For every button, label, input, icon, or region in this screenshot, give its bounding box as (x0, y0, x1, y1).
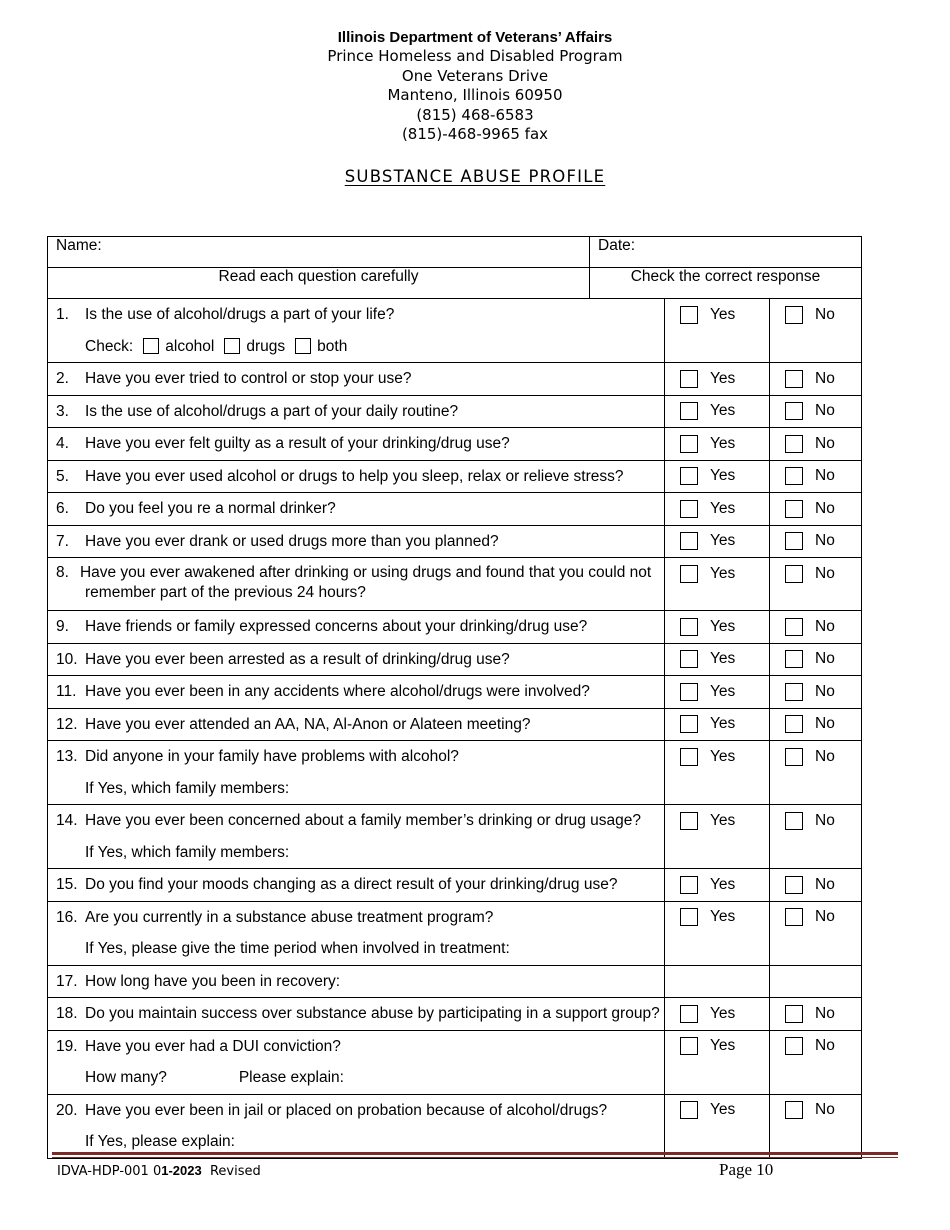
question-text: How long have you been in recovery: (85, 972, 341, 990)
question-row (48, 805, 862, 869)
question-cell (48, 901, 665, 965)
question-text: Did anyone in your family have problems with alcohol? (85, 748, 459, 765)
yes-checkbox[interactable] (680, 370, 698, 388)
no-option[interactable]: No (770, 1031, 861, 1063)
question-cell (48, 998, 665, 1031)
no-cell[interactable] (770, 741, 862, 805)
yes-checkbox[interactable] (680, 306, 698, 324)
yes-checkbox[interactable] (680, 467, 698, 485)
no-checkbox[interactable] (785, 306, 803, 324)
no-checkbox[interactable] (785, 812, 803, 830)
question-subtext: If Yes, which family members: (85, 779, 290, 797)
question-number: 3. (56, 402, 69, 420)
yes-cell[interactable] (665, 299, 770, 363)
question-cell (48, 741, 665, 805)
question-rows (48, 299, 862, 1159)
yes-checkbox[interactable] (680, 748, 698, 766)
no-checkbox[interactable] (785, 370, 803, 388)
no-cell[interactable] (770, 676, 862, 709)
yes-option[interactable]: Yes (665, 299, 769, 331)
check-option-label: drugs (246, 337, 286, 355)
no-cell[interactable] (770, 493, 862, 526)
no-option[interactable]: No (770, 611, 861, 643)
dui-details: How many? Please explain: (85, 1069, 344, 1086)
question-row (48, 460, 862, 493)
question-text: Have you ever been in any accidents where alcohol/drugs were involved? (85, 683, 590, 700)
question-text: Have friends or family expressed concerns about your drinking/drug use? (85, 618, 588, 635)
yes-option[interactable]: Yes (665, 363, 769, 395)
question-text: Have you ever attended an AA, NA, Al-Anon or Alateen meeting? (85, 715, 531, 733)
question-number: 13. (56, 748, 78, 765)
no-cell[interactable] (770, 869, 862, 902)
question-cell (48, 1094, 665, 1158)
no-cell[interactable] (770, 428, 862, 461)
question-cell (48, 643, 665, 676)
city-address: Manteno, Illinois 60950 (387, 86, 563, 104)
question-row (48, 1094, 862, 1158)
question-text: Have you ever tried to control or stop your use? (85, 370, 412, 387)
question-number: 1. (56, 306, 69, 323)
question-row (48, 363, 862, 396)
question-cell (48, 460, 665, 493)
question-number: 10. (56, 650, 78, 668)
yes-option[interactable]: Yes (665, 709, 769, 741)
yes-cell[interactable] (665, 741, 770, 805)
no-option[interactable]: No (770, 493, 861, 525)
no-cell[interactable] (770, 805, 862, 869)
question-number: 7. (56, 532, 69, 550)
footer-rule (52, 1152, 898, 1155)
question-row (48, 1030, 862, 1094)
question-text: Is the use of alcohol/drugs a part of your life? (85, 306, 395, 323)
yes-cell[interactable] (665, 805, 770, 869)
question-text: Have you ever felt guilty as a result of your drinking/drug use? (85, 435, 510, 452)
agency-name: Illinois Department of Veterans’ Affairs (337, 29, 613, 46)
no-option[interactable]: No (770, 526, 861, 558)
question-text: Do you feel you re a normal drinker? (85, 500, 336, 517)
question-text: Have you ever awakened after drinking or using drugs and found that you could not remember part of the previous 24 hours? (79, 564, 652, 601)
no-option[interactable]: No (770, 461, 861, 493)
question-text: Have you ever had a DUI conviction? (85, 1037, 341, 1055)
question-row (48, 428, 862, 461)
question-number: 12. (56, 715, 78, 733)
yes-cell[interactable] (665, 998, 770, 1031)
question-row (48, 676, 862, 709)
no-checkbox[interactable] (785, 618, 803, 636)
question-row (48, 525, 862, 558)
yes-checkbox[interactable] (680, 500, 698, 518)
no-cell[interactable] (770, 299, 862, 363)
substance-check: Check: alcohol drugs both (85, 337, 348, 355)
yes-cell[interactable] (665, 708, 770, 741)
date-field[interactable] (590, 237, 862, 268)
yes-cell[interactable] (665, 869, 770, 902)
no-option[interactable]: No (770, 363, 861, 395)
profile-form (47, 236, 862, 1159)
yes-option[interactable]: Yes (665, 805, 769, 837)
question-row (48, 558, 862, 611)
yes-option[interactable]: Yes (665, 902, 769, 934)
phone-number: (815) 468-6583 (416, 105, 534, 124)
no-cell[interactable] (770, 558, 862, 611)
yes-cell[interactable] (665, 901, 770, 965)
yes-option[interactable]: Yes (665, 1095, 769, 1127)
yes-cell[interactable] (665, 643, 770, 676)
question-row (48, 643, 862, 676)
no-checkbox[interactable] (785, 876, 803, 894)
question-cell (48, 676, 665, 709)
question-row (48, 611, 862, 644)
question-cell (48, 1030, 665, 1094)
question-cell (48, 363, 665, 396)
no-cell[interactable] (770, 643, 862, 676)
question-subtext: If Yes, please give the time period when involved in treatment: (85, 940, 510, 957)
no-option[interactable]: No (770, 676, 861, 708)
fax-number: (815)-468-9965 fax (401, 125, 549, 143)
yes-checkbox[interactable] (680, 618, 698, 636)
no-checkbox[interactable] (785, 435, 803, 453)
yes-cell[interactable] (665, 676, 770, 709)
no-option[interactable]: No (770, 998, 861, 1030)
yes-checkbox[interactable] (680, 908, 698, 926)
yes-checkbox[interactable] (680, 532, 698, 550)
no-checkbox[interactable] (785, 1037, 803, 1055)
question-cell (48, 805, 665, 869)
yes-cell[interactable] (665, 493, 770, 526)
yes-checkbox[interactable] (680, 435, 698, 453)
no-checkbox[interactable] (785, 402, 803, 420)
name-label: Name: (56, 237, 102, 254)
yes-option[interactable]: Yes (665, 741, 769, 773)
yes-checkbox[interactable] (680, 1037, 698, 1055)
no-option[interactable]: No (770, 299, 861, 331)
question-row (48, 869, 862, 902)
no-cell[interactable] (770, 998, 862, 1031)
no-cell[interactable] (770, 1094, 862, 1158)
question-text: Have you ever been concerned about a family member’s drinking or drug usage? (85, 812, 642, 829)
page-number: Page 10 (719, 1160, 774, 1179)
question-number: 9. (56, 618, 69, 635)
no-cell[interactable] (770, 901, 862, 965)
question-row (48, 708, 862, 741)
no-option[interactable]: No (770, 709, 861, 741)
question-number: 17. (56, 972, 78, 990)
question-number: 14. (56, 812, 78, 829)
yes-checkbox[interactable] (680, 565, 698, 583)
yes-option[interactable]: Yes (665, 558, 769, 590)
yes-cell[interactable] (665, 460, 770, 493)
program-name: Prince Homeless and Disabled Program (327, 47, 623, 65)
alcohol-checkbox[interactable] (143, 338, 159, 354)
yes-cell (665, 965, 770, 998)
no-option[interactable]: No (770, 741, 861, 773)
question-number: 8. (56, 564, 69, 581)
no-checkbox[interactable] (785, 715, 803, 733)
drugs-checkbox[interactable] (224, 338, 240, 354)
yes-option[interactable]: Yes (665, 461, 769, 493)
question-number: 15. (56, 876, 78, 893)
yes-checkbox[interactable] (680, 812, 698, 830)
no-cell[interactable] (770, 1030, 862, 1094)
question-text: Are you currently in a substance abuse treatment program? (85, 908, 494, 926)
yes-checkbox[interactable] (680, 650, 698, 668)
question-text: Have you ever used alcohol or drugs to help you sleep, relax or relieve stress? (85, 467, 624, 485)
check-option-label: alcohol (165, 337, 215, 355)
question-subtext: If Yes, which family members: (85, 843, 290, 861)
question-row (48, 901, 862, 965)
no-option[interactable]: No (770, 1095, 861, 1127)
yes-checkbox[interactable] (680, 1005, 698, 1023)
question-number: 20. (56, 1101, 78, 1119)
both-checkbox[interactable] (295, 338, 311, 354)
footer-rule-thin (52, 1157, 898, 1158)
no-option[interactable]: No (770, 805, 861, 837)
question-text: Have you ever been arrested as a result of drinking/drug use? (85, 650, 510, 668)
yes-option[interactable]: Yes (665, 869, 769, 901)
yes-cell[interactable] (665, 1094, 770, 1158)
instruction-right: Check the correct response (590, 268, 862, 299)
yes-cell[interactable] (665, 611, 770, 644)
question-cell (48, 428, 665, 461)
question-row (48, 299, 862, 363)
yes-option[interactable]: Yes (665, 611, 769, 643)
question-cell (48, 525, 665, 558)
no-cell (770, 965, 862, 998)
no-checkbox[interactable] (785, 565, 803, 583)
question-text: Do you maintain success over substance abuse by participating in a support group? (85, 1005, 660, 1022)
question-number: 19. (56, 1037, 78, 1055)
no-cell[interactable] (770, 611, 862, 644)
no-checkbox[interactable] (785, 500, 803, 518)
question-number: 5. (56, 467, 69, 485)
no-option[interactable]: No (770, 644, 861, 676)
no-cell[interactable] (770, 460, 862, 493)
question-cell (48, 493, 665, 526)
no-option[interactable]: No (770, 869, 861, 901)
question-number: 11. (56, 683, 77, 700)
question-cell (48, 869, 665, 902)
yes-option[interactable]: Yes (665, 396, 769, 428)
question-text: Have you ever drank or used drugs more than you planned? (85, 532, 499, 550)
yes-checkbox[interactable] (680, 1101, 698, 1119)
question-text: Do you find your moods changing as a direct result of your drinking/drug use? (85, 876, 618, 893)
question-number: 4. (56, 435, 69, 452)
form-code: IDVA-HDP-001 01-2023 Revised (57, 1163, 261, 1179)
no-checkbox[interactable] (785, 1005, 803, 1023)
question-number: 2. (56, 370, 69, 387)
no-cell[interactable] (770, 395, 862, 428)
no-checkbox[interactable] (785, 1101, 803, 1119)
question-text: Have you ever been in jail or placed on probation because of alcohol/drugs? (85, 1101, 608, 1119)
question-row (48, 998, 862, 1031)
no-cell[interactable] (770, 525, 862, 558)
yes-option[interactable]: Yes (665, 998, 769, 1030)
no-checkbox[interactable] (785, 467, 803, 485)
street-address: One Veterans Drive (401, 66, 549, 85)
question-cell (48, 558, 665, 611)
question-row (48, 741, 862, 805)
yes-checkbox[interactable] (680, 715, 698, 733)
question-subtext: If Yes, please explain: (85, 1133, 235, 1150)
page-title: SUBSTANCE ABUSE PROFILE (344, 167, 606, 186)
question-row (48, 965, 862, 998)
yes-option[interactable]: Yes (665, 676, 769, 708)
no-option[interactable]: No (770, 428, 861, 460)
instruction-left: Read each question carefully (48, 268, 590, 299)
yes-checkbox[interactable] (680, 402, 698, 420)
yes-option[interactable]: Yes (665, 493, 769, 525)
question-cell (48, 395, 665, 428)
yes-option[interactable]: Yes (665, 644, 769, 676)
yes-cell[interactable] (665, 363, 770, 396)
question-number: 18. (56, 1005, 78, 1022)
question-cell (48, 965, 665, 998)
question-cell (48, 708, 665, 741)
question-cell (48, 611, 665, 644)
yes-option[interactable]: Yes (665, 1031, 769, 1063)
question-text: Is the use of alcohol/drugs a part of your daily routine? (85, 402, 459, 420)
question-number: 6. (56, 500, 69, 517)
no-checkbox[interactable] (785, 532, 803, 550)
name-field[interactable] (48, 237, 590, 268)
yes-cell[interactable] (665, 395, 770, 428)
no-cell[interactable] (770, 708, 862, 741)
check-option-label: both (317, 337, 348, 355)
no-option[interactable]: No (770, 558, 861, 590)
no-option[interactable]: No (770, 902, 861, 934)
question-row (48, 395, 862, 428)
no-cell[interactable] (770, 363, 862, 396)
yes-cell[interactable] (665, 525, 770, 558)
yes-checkbox[interactable] (680, 683, 698, 701)
yes-option[interactable]: Yes (665, 526, 769, 558)
no-option[interactable]: No (770, 396, 861, 428)
question-number: 16. (56, 908, 78, 926)
no-checkbox[interactable] (785, 748, 803, 766)
yes-checkbox[interactable] (680, 876, 698, 894)
question-row (48, 493, 862, 526)
yes-cell[interactable] (665, 428, 770, 461)
yes-cell[interactable] (665, 1030, 770, 1094)
date-label: Date: (598, 237, 636, 254)
no-checkbox[interactable] (785, 650, 803, 668)
no-checkbox[interactable] (785, 908, 803, 926)
letterhead (0, 28, 950, 145)
yes-option[interactable]: Yes (665, 428, 769, 460)
yes-cell[interactable] (665, 558, 770, 611)
no-checkbox[interactable] (785, 683, 803, 701)
question-cell (48, 299, 665, 363)
